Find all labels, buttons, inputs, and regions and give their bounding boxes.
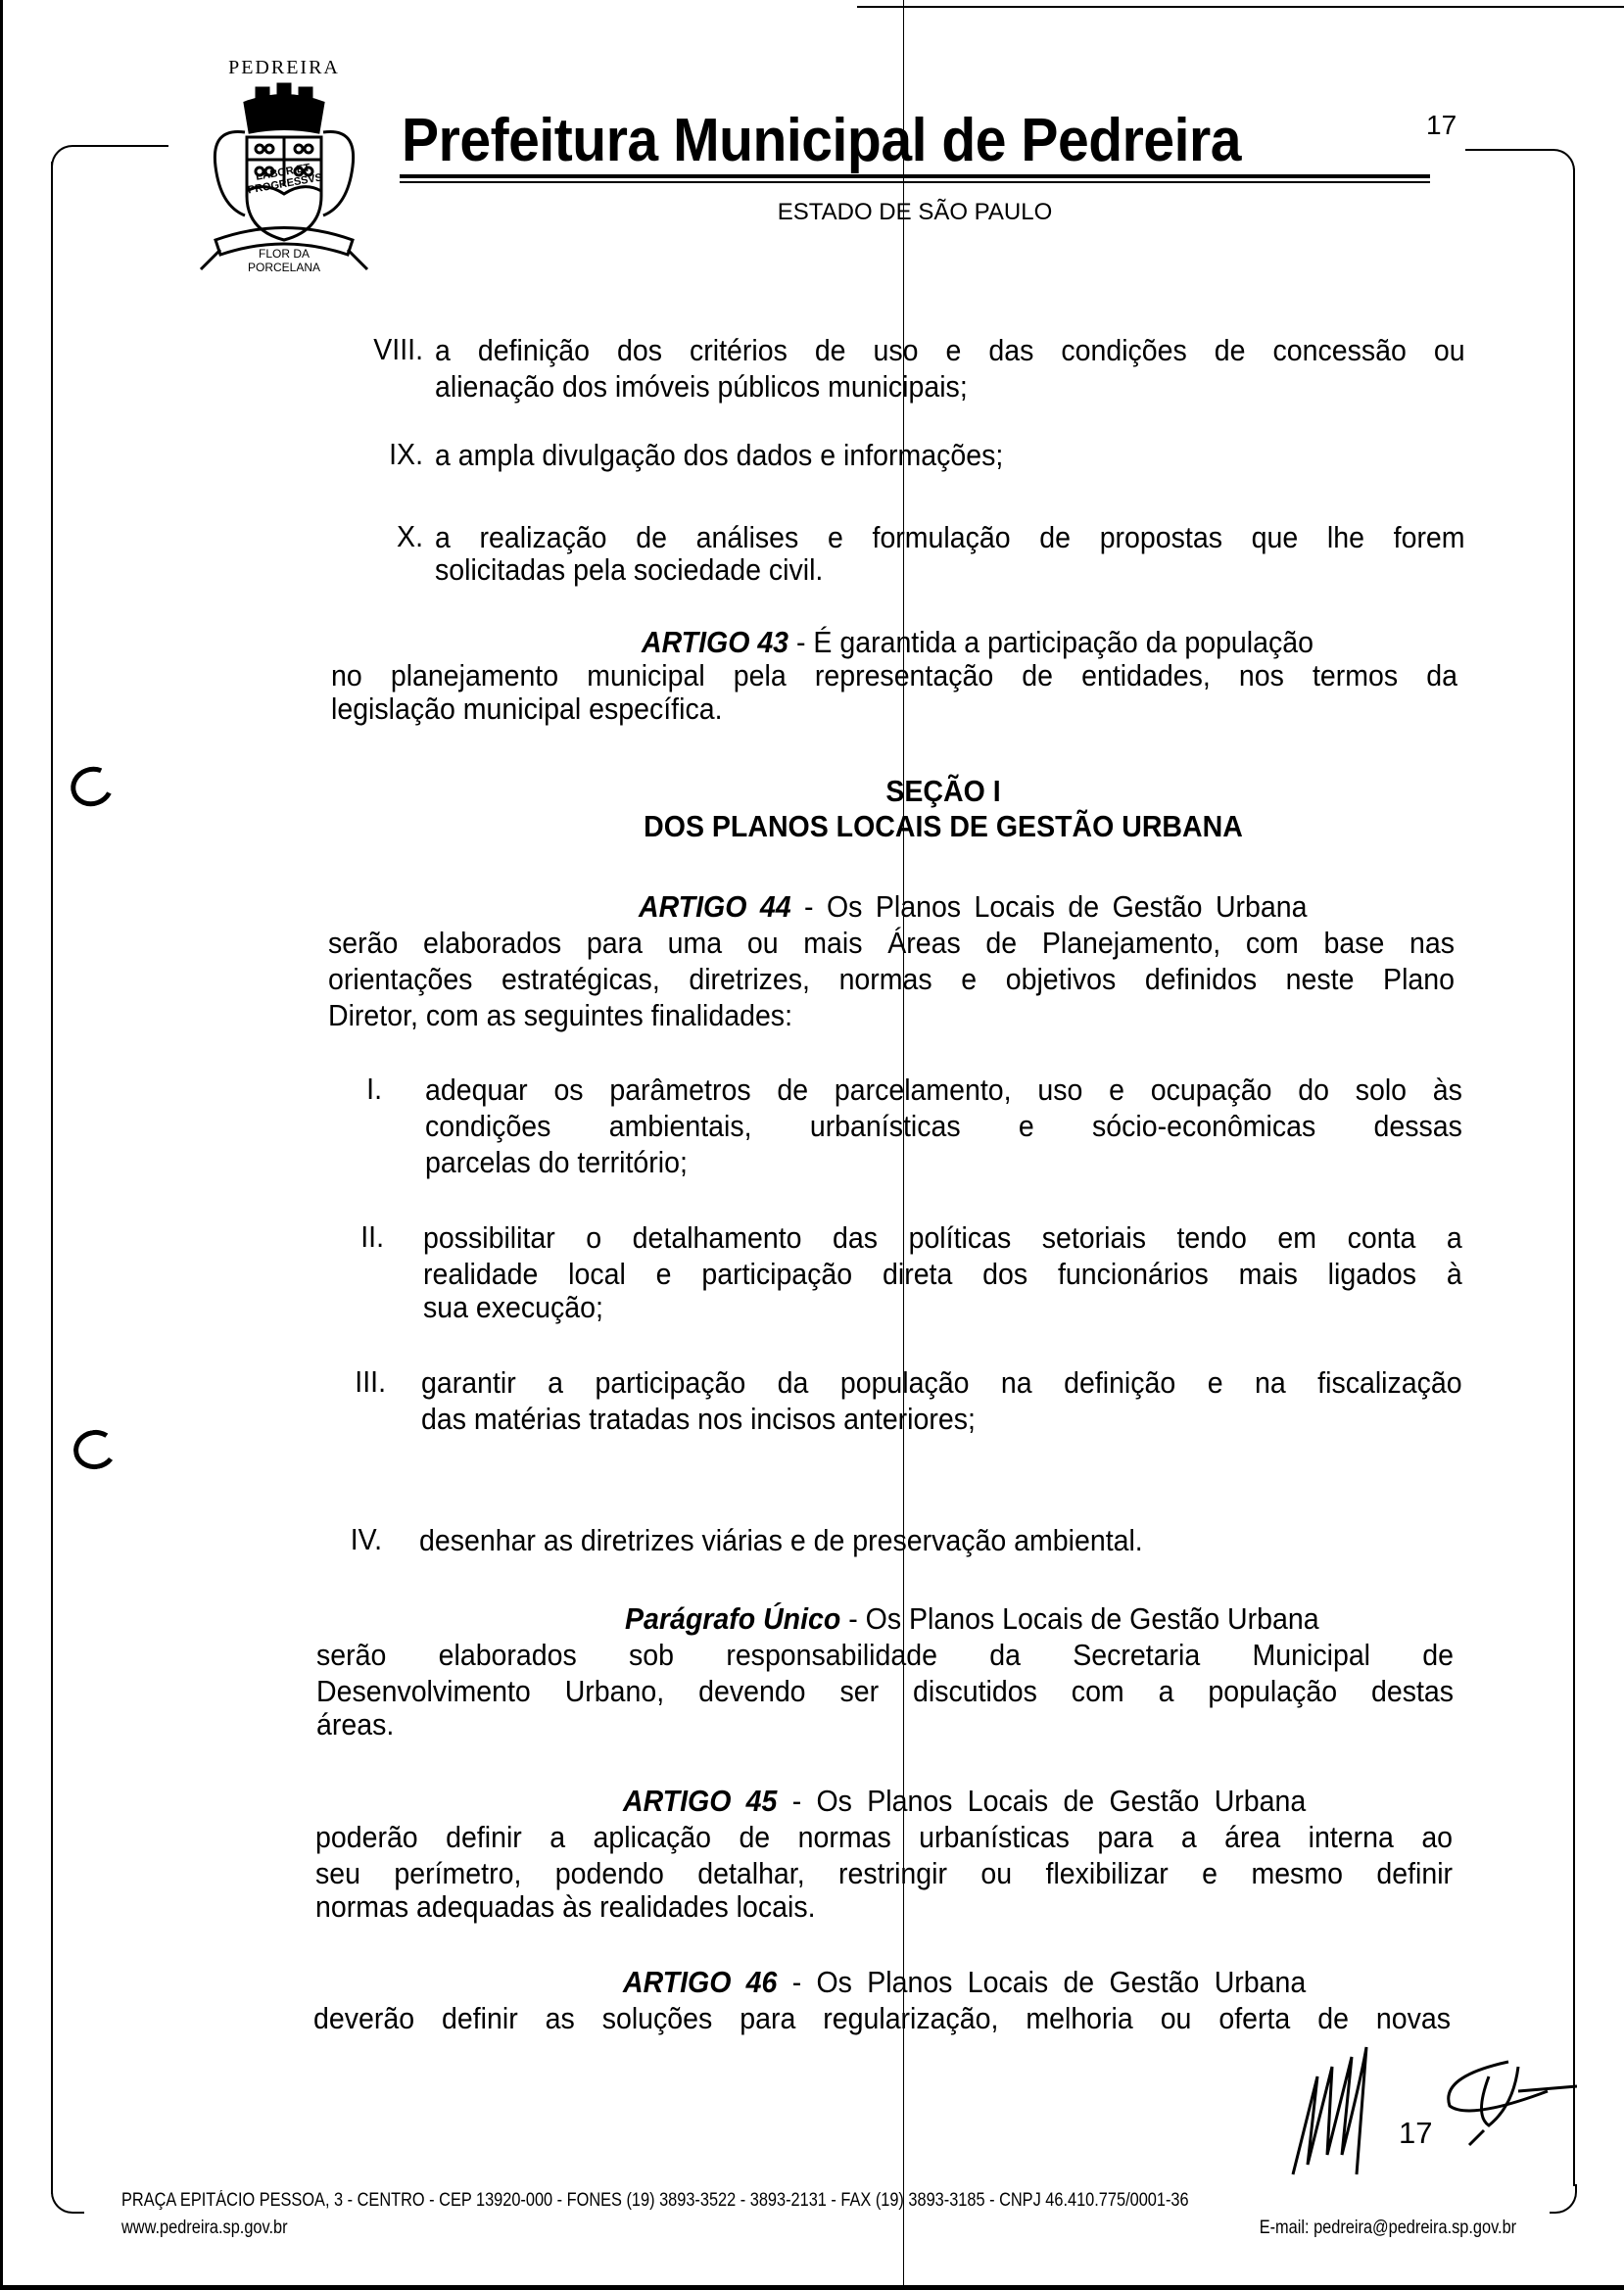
article-text: normas adequadas às realidades locais. xyxy=(315,1889,816,1924)
article-label: ARTIGO 45 xyxy=(623,1784,778,1818)
punch-hole-mark-icon xyxy=(65,761,119,813)
article-text: orientações estratégicas, diretrizes, normas e objetivos definidos neste Plano xyxy=(328,962,1455,996)
scan-edge xyxy=(0,0,3,2290)
article-text: legislação municipal específica. xyxy=(331,692,723,726)
signature-icon xyxy=(1430,2047,1577,2155)
artigo-43 xyxy=(642,624,1314,660)
crest-name: PEDREIRA xyxy=(228,57,340,78)
item-numeral: X. xyxy=(397,519,423,553)
item-numeral: IX. xyxy=(389,437,423,471)
list-item: desenhar as diretrizes viárias e de preservação ambiental. xyxy=(419,1523,1143,1557)
item-numeral: III. xyxy=(355,1364,386,1399)
article-text: seu perímetro, podendo detalhar, restringir ou flexibilizar e mesmo definir xyxy=(315,1856,1454,1890)
section-subtitle: DOS PLANOS LOCAIS DE GESTÃO URBANA xyxy=(644,809,1243,843)
scan-edge xyxy=(857,6,1624,8)
list-item: condições ambientais, urbanísticas e sócio-econômicas dessas xyxy=(425,1109,1462,1143)
article-separator: - xyxy=(795,625,806,659)
artigo-44 xyxy=(639,888,1308,925)
article-separator: - xyxy=(804,889,814,924)
article-text: deverão definir as soluções para regularização, melhoria ou oferta de novas xyxy=(313,2001,1452,2035)
page-frame xyxy=(1573,168,1575,2186)
article-label: ARTIGO 46 xyxy=(623,1965,778,1999)
title-rule xyxy=(400,181,1430,183)
list-item: possibilitar o detalhamento das políticas setoriais tendo em conta a xyxy=(423,1220,1462,1255)
crest-caption: PORCELANA xyxy=(247,261,321,274)
section-title: SEÇÃO I xyxy=(885,774,1001,808)
item-numeral: IV. xyxy=(350,1522,382,1556)
article-label: ARTIGO 43 xyxy=(642,625,789,659)
state-subtitle: ESTADO DE SÃO PAULO xyxy=(777,199,1053,225)
item-numeral: II. xyxy=(360,1219,384,1254)
crest-caption: FLOR DA xyxy=(258,247,310,261)
article-text: poderão definir a aplicação de normas urbanísticas para a área interna ao xyxy=(315,1820,1454,1854)
scan-edge xyxy=(0,2285,1624,2290)
paragrafo-unico xyxy=(625,1600,1319,1637)
page-frame xyxy=(51,145,168,167)
crest-motto: LABOR ET PROGRESSVS xyxy=(247,162,324,197)
footer-email[interactable]: E-mail: pedreira@pedreira.sp.gov.br xyxy=(1259,2218,1516,2238)
list-item: alienação dos imóveis públicos municipais; xyxy=(435,369,968,404)
list-item: sua execução; xyxy=(423,1290,603,1324)
list-item: solicitadas pela sociedade civil. xyxy=(435,552,824,587)
page-frame xyxy=(1465,149,1575,174)
artigo-45 xyxy=(623,1783,1306,1819)
list-item: das matérias tratadas nos incisos anteriores; xyxy=(421,1402,976,1436)
paragraph-label: Parágrafo Único xyxy=(625,1601,841,1636)
footer-address: PRAÇA EPITÁCIO PESSOA, 3 - CENTRO - CEP 13920-000 - FONES (19) 3893-3522 - 3893-2131 - FAX (19) 3893-3185 - CNPJ 46.410.775/0001-36 xyxy=(121,2190,1189,2211)
list-item: a ampla divulgação dos dados e informações; xyxy=(435,438,1004,472)
paragraph-text: Os Planos Locais de Gestão Urbana xyxy=(865,1601,1319,1636)
signature-icon xyxy=(1273,2037,1391,2184)
article-text: É garantida a participação da população xyxy=(813,625,1314,659)
article-label: ARTIGO 44 xyxy=(639,889,791,924)
paragraph-text: Desenvolvimento Urbano, devendo ser discutidos com a população destas xyxy=(316,1674,1455,1708)
header-page-number: 17 xyxy=(1426,110,1457,140)
page-frame xyxy=(51,2184,84,2214)
article-text: Os Planos Locais de Gestão Urbana xyxy=(826,889,1308,924)
article-separator: - Os xyxy=(791,1784,852,1818)
item-numeral: VIII. xyxy=(373,332,423,366)
list-item: adequar os parâmetros de parcelamento, uso e ocupação do solo às xyxy=(425,1073,1462,1107)
article-text: no planejamento municipal pela representação de entidades, nos termos da xyxy=(331,658,1457,692)
list-item: parcelas do território; xyxy=(425,1145,688,1179)
paragraph-text: serão elaborados sob responsabilidade da Secretaria Municipal de xyxy=(316,1638,1455,1672)
list-item: realidade local e participação direta dos funcionários mais ligados à xyxy=(423,1257,1462,1291)
title-rule xyxy=(400,174,1430,178)
footer-website[interactable]: www.pedreira.sp.gov.br xyxy=(121,2218,288,2238)
page-frame xyxy=(51,162,53,2194)
punch-hole-mark-icon xyxy=(71,1426,119,1472)
list-item: a realização de análises e formulação de propostas que lhe forem xyxy=(435,520,1465,554)
page-number: 17 xyxy=(1399,2116,1433,2150)
article-separator: - Os xyxy=(791,1965,852,1999)
article-text: Planos Locais de Gestão Urbana xyxy=(867,1784,1307,1818)
artigo-46 xyxy=(623,1964,1306,2000)
list-item: garantir a participação da população na definição e na fiscalização xyxy=(421,1365,1462,1400)
article-text: serão elaborados para uma ou mais Áreas de Planejamento, com base nas xyxy=(328,926,1455,960)
paragraph-text: áreas. xyxy=(316,1707,395,1741)
article-text: Planos Locais de Gestão Urbana xyxy=(867,1965,1307,1999)
page-frame xyxy=(1550,2184,1577,2214)
paragraph-separator: - xyxy=(848,1601,858,1636)
list-item: a definição dos critérios de uso e das condições de concessão ou xyxy=(435,333,1465,367)
item-numeral: I. xyxy=(366,1072,382,1106)
page-title: Prefeitura Municipal de Pedreira xyxy=(402,107,1242,174)
article-text: Diretor, com as seguintes finalidades: xyxy=(328,998,793,1032)
